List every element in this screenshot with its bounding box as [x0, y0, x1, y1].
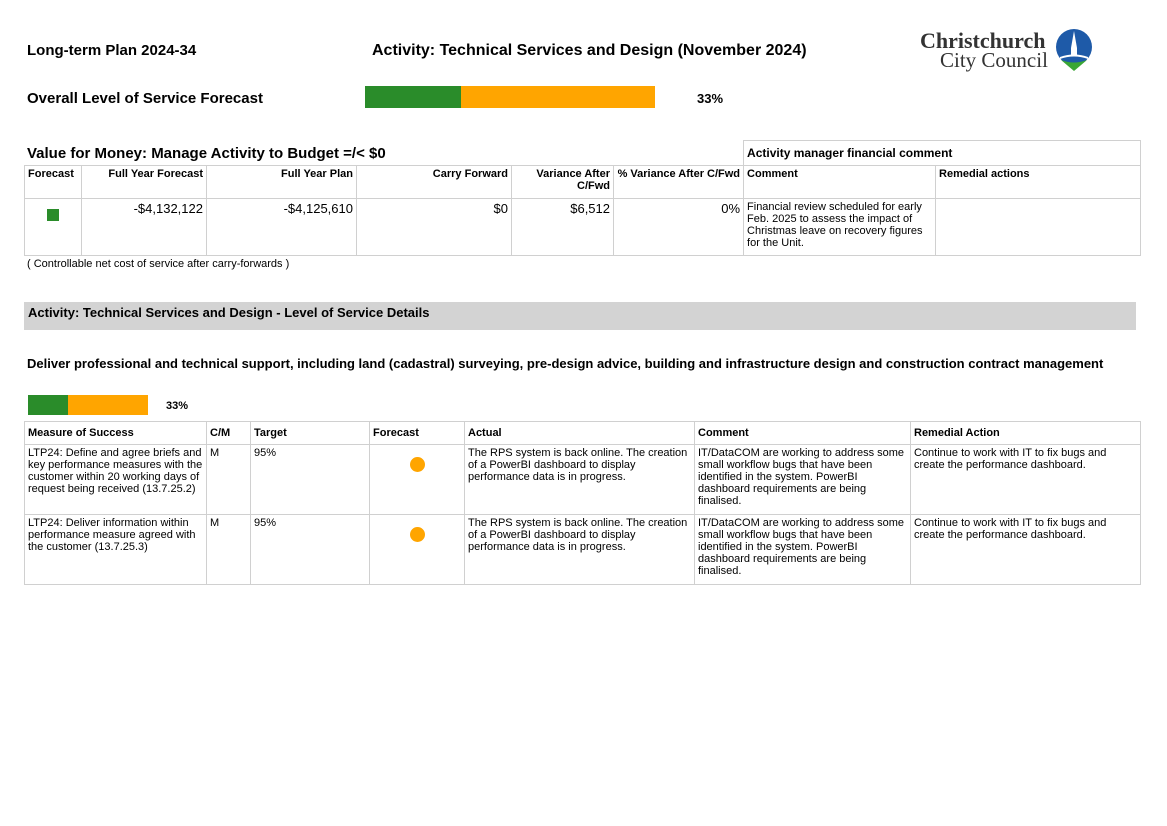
- los-col-measure: Measure of Success: [25, 422, 207, 445]
- full-year-plan-value: -$4,125,610: [207, 199, 357, 256]
- forecast-status-square: [47, 209, 59, 221]
- carry-forward-value: $0: [357, 199, 512, 256]
- comment-cell: IT/DataCOM are working to address some small workflow bugs that have been identified in the system. PowerBI dashboard requirements are being finalised.: [695, 515, 911, 585]
- overall-percent: 33%: [697, 91, 724, 106]
- cm-cell: M: [207, 445, 251, 515]
- actual-cell: The RPS system is back online. The creation of a PowerBI dashboard to display performance data is in progress.: [465, 515, 695, 585]
- vfm-title: Value for Money: Manage Activity to Budget =/< $0: [27, 145, 386, 162]
- los-col-cm: C/M: [207, 422, 251, 445]
- col-forecast: Forecast: [25, 166, 82, 199]
- progress-remaining: [461, 86, 655, 108]
- pct-variance-value: 0%: [614, 199, 744, 256]
- section-progress-bar: [28, 395, 148, 415]
- col-comment: Comment: [744, 166, 936, 199]
- section-title: Deliver professional and technical support, including land (cadastral) surveying, pre-design advice, building and infrastructure design and construction contract management: [27, 356, 1104, 371]
- col-variance: Variance After C/Fwd: [512, 166, 614, 199]
- comment-cell: IT/DataCOM are working to address some small workflow bugs that have been identified in the system. PowerBI dashboard requirements are being finalised.: [695, 445, 911, 515]
- plan-title: Long-term Plan 2024-34: [27, 42, 197, 59]
- los-col-forecast: Forecast: [370, 422, 465, 445]
- forecast-status-dot: [410, 527, 425, 542]
- financial-comment: Financial review scheduled for early Feb. 2025 to assess the impact of Christmas leave on recovery figures for the Unit.: [744, 199, 936, 256]
- forecast-cell: [370, 515, 465, 585]
- actual-cell: The RPS system is back online. The creation of a PowerBI dashboard to display performance data is in progress.: [465, 445, 695, 515]
- los-table: [24, 421, 1141, 585]
- los-band-title: Activity: Technical Services and Design - Level of Service Details: [28, 305, 430, 320]
- overall-label: Overall Level of Service Forecast: [27, 90, 263, 107]
- target-cell: 95%: [251, 445, 370, 515]
- col-remedial: Remedial actions: [936, 166, 1141, 199]
- section-progress-remaining: [68, 395, 148, 415]
- los-col-target: Target: [251, 422, 370, 445]
- vfm-footnote: ( Controllable net cost of service after carry-forwards ): [27, 258, 290, 270]
- overall-progress-bar: [365, 86, 655, 108]
- remedial-cell: Continue to work with IT to fix bugs and create the performance dashboard.: [911, 445, 1141, 515]
- progress-achieved: [365, 86, 461, 108]
- table-row: [25, 515, 1141, 585]
- activity-title: Activity: Technical Services and Design (November 2024): [372, 42, 807, 59]
- section-percent: 33%: [166, 400, 189, 412]
- los-col-comment: Comment: [695, 422, 911, 445]
- cathedral-spire-icon: [1053, 28, 1095, 72]
- section-progress-achieved: [28, 395, 68, 415]
- col-full-year-forecast: Full Year Forecast: [82, 166, 207, 199]
- col-carry-forward: Carry Forward: [357, 166, 512, 199]
- logo-line2: City Council: [940, 48, 1048, 72]
- full-year-forecast-value: -$4,132,122: [82, 199, 207, 256]
- measure-cell: LTP24: Deliver information within performance measure agreed with the customer (13.7.25.3): [25, 515, 207, 585]
- financial-remedial: [936, 199, 1141, 256]
- los-col-remedial: Remedial Action: [911, 422, 1141, 445]
- measure-cell: LTP24: Define and agree briefs and key performance measures with the customer within 20 working days of request being received (13.7.25.2): [25, 445, 207, 515]
- forecast-cell: [370, 445, 465, 515]
- target-cell: 95%: [251, 515, 370, 585]
- forecast-status-dot: [410, 457, 425, 472]
- council-logo: [920, 28, 1100, 73]
- variance-value: $6,512: [512, 199, 614, 256]
- cm-cell: M: [207, 515, 251, 585]
- forecast-cell: [25, 199, 82, 256]
- los-band: [24, 302, 1136, 330]
- los-col-actual: Actual: [465, 422, 695, 445]
- logo-line1: Christchurch: [920, 28, 1046, 53]
- col-full-year-plan: Full Year Plan: [207, 166, 357, 199]
- col-pct-variance: % Variance After C/Fwd: [614, 166, 744, 199]
- remedial-cell: Continue to work with IT to fix bugs and create the performance dashboard.: [911, 515, 1141, 585]
- comment-header: Activity manager financial comment: [744, 141, 1141, 166]
- financial-table: [24, 140, 1141, 256]
- table-row: [25, 445, 1141, 515]
